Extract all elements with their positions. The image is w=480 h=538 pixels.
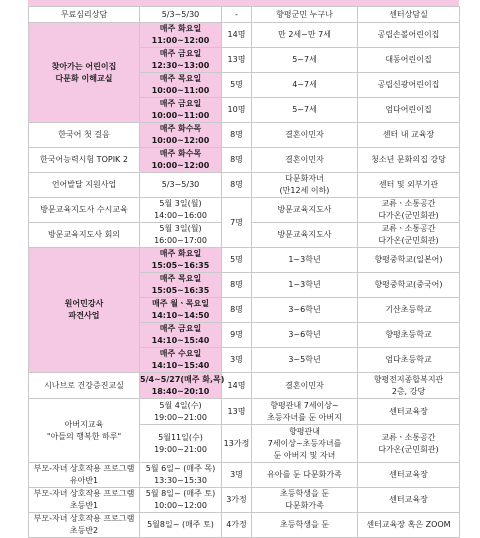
target-cell: 결혼이민자 [252, 123, 358, 148]
target-cell: 결혼이민자 [252, 148, 358, 173]
schedule-cell: 5/3~5/30 [140, 173, 222, 198]
schedule-cell: 5월8일~ (매주 토) [140, 513, 222, 538]
table-row [29, 148, 460, 173]
venue-cell: 대동어린이집 [358, 48, 460, 73]
program-cell: 한국어능력시험 TOPIK 2 [29, 148, 140, 173]
venue-cell: 청소년 문화의집 강당 [358, 148, 460, 173]
table-row [29, 399, 460, 425]
target-cell: 결혼이민자 [252, 373, 358, 399]
program-cell: 방문교육지도사 회의 [29, 223, 140, 248]
table-row [29, 7, 460, 23]
schedule-cell: 매주 월ㆍ목요일 14:10~14:50 [140, 298, 222, 323]
target-cell: 향평관내 7세이상~ 초등자녀를 둔 아버지 [252, 399, 358, 425]
program-cell: 부모-자녀 상호작용 프로그램 유아반1 [29, 463, 140, 488]
venue-cell: 향평초등학교 [358, 323, 460, 348]
venue-cell: 센터상담실 [358, 7, 460, 23]
program-cell: 부모-자녀 상호작용 프로그램 초등반2 [29, 513, 140, 538]
count-cell: 3명 [222, 348, 252, 373]
schedule-cell: 매주 화수목 10:00~12:00 [140, 148, 222, 173]
count-cell: 13명 [222, 48, 252, 73]
program-cell: 원어민강사 파견사업 [29, 248, 140, 373]
count-cell: 8명 [222, 173, 252, 198]
target-cell: 초등학생을 둔 [252, 513, 358, 538]
schedule-cell: 매주 화요일 15:05~16:35 [140, 248, 222, 273]
schedule-cell: 5월 6일~ (매주 목) 13:30~15:30 [140, 463, 222, 488]
venue-cell: 센터 내 교육장 [358, 123, 460, 148]
schedule-cell: 5월 3일(월) 16:00~17:00 [140, 223, 222, 248]
target-cell: 유아를 둔 다문화가족 [252, 463, 358, 488]
venue-cell: 교류ㆍ소통공간 다가온(군민회관) [358, 425, 460, 463]
schedule-cell: 5월11일(수) 19:00~21:00 [140, 425, 222, 463]
target-cell: 3~6학년 [252, 323, 358, 348]
venue-cell: 교류ㆍ소통공간 다가온(군민회관) [358, 198, 460, 223]
target-cell: 4~7세 [252, 73, 358, 98]
table-row [29, 373, 460, 399]
venue-cell: 기산초등학교 [358, 298, 460, 323]
schedule-cell: 매주 목요일 15:05~16:35 [140, 273, 222, 298]
table-row [29, 463, 460, 488]
count-cell: 14명 [222, 373, 252, 399]
count-cell: 8명 [222, 298, 252, 323]
program-cell: 시나브로 건강증진교실 [29, 373, 140, 399]
count-cell: 5명 [222, 248, 252, 273]
schedule-cell: 매주 목요일 10:00~11:00 [140, 73, 222, 98]
venue-cell: 공립신광어린이집 [358, 73, 460, 98]
program-cell: 한국어 첫 걸음 [29, 123, 140, 148]
venue-cell: 센터교육장 혹은 ZOOM [358, 513, 460, 538]
table-row [29, 248, 460, 273]
table-row [29, 198, 460, 223]
venue-cell: 엄다초등학교 [358, 348, 460, 373]
target-cell: 5~7세 [252, 48, 358, 73]
venue-cell: 향평중학교(중국어) [358, 273, 460, 298]
venue-cell: 공립손볼어린이집 [358, 23, 460, 48]
count-cell: 3명 [222, 463, 252, 488]
program-cell: 방문교육지도사 수시교육 [29, 198, 140, 223]
count-cell: 4가정 [222, 513, 252, 538]
table-row [29, 23, 460, 48]
schedule-cell: 5월 4일(수) 19:00~21:00 [140, 399, 222, 425]
target-cell: 향평관내 7세이상~초등자녀를 둔 아버지 및 자녀 [252, 425, 358, 463]
target-cell: 1~3학년 [252, 248, 358, 273]
program-cell: 부모-자녀 상호작용 프로그램 초등반1 [29, 488, 140, 513]
target-cell: 방문교육지도사 [252, 223, 358, 248]
schedule-cell: 매주 화수목 10:00~12:00 [140, 123, 222, 148]
count-cell: 8명 [222, 123, 252, 148]
program-cell: 아버지교육 "아들의 행복한 하루" [29, 399, 140, 463]
venue-cell: 센터교육장 [358, 488, 460, 513]
target-cell: 5~7세 [252, 98, 358, 123]
schedule-cell: 매주 수요일 14:10~15:40 [140, 348, 222, 373]
schedule-cell: 매주 금요일 14:10~15:40 [140, 323, 222, 348]
schedule-cell: 매주 화요일 11:00~12:00 [140, 23, 222, 48]
count-cell: 13가정 [222, 425, 252, 463]
target-cell: 3~5학년 [252, 348, 358, 373]
target-cell: 방문교육지도사 [252, 198, 358, 223]
count-cell: 13명 [222, 399, 252, 425]
venue-cell: 향평전지종합복지관 2층, 강당 [358, 373, 460, 399]
count-cell: 10명 [222, 98, 252, 123]
program-cell: 무료심리상담 [29, 7, 140, 23]
target-cell: 3~6학년 [252, 298, 358, 323]
count-cell: 3가정 [222, 488, 252, 513]
program-cell: 찾아가는 어린이집 다문화 이해교실 [29, 23, 140, 123]
count-cell: 9명 [222, 323, 252, 348]
program-schedule-table [28, 6, 460, 538]
venue-cell: 교류ㆍ소통공간 다가온(군민회관) [358, 223, 460, 248]
schedule-cell: 5월 8일~ (매주 토) 10:00~12:00 [140, 488, 222, 513]
count-cell: 7명 [222, 198, 252, 248]
schedule-cell: 5/3~5/30 [140, 7, 222, 23]
target-cell: 만 2세~만 7세 [252, 23, 358, 48]
target-cell: 초등학생을 둔 다문화가족 [252, 488, 358, 513]
count-cell: 8명 [222, 148, 252, 173]
venue-cell: 향평중학교(일본어) [358, 248, 460, 273]
program-cell: 언어발달 지원사업 [29, 173, 140, 198]
table-row [29, 173, 460, 198]
schedule-cell: 매주 금요일 12:30~13:00 [140, 48, 222, 73]
schedule-cell: 5/4~5/27(매주 화,목) 18:40~20:10 [140, 373, 222, 399]
schedule-cell: 5월 3일(월) 14:00~16:00 [140, 198, 222, 223]
count-cell: 8명 [222, 273, 252, 298]
venue-cell: 센터 및 외부기관 [358, 173, 460, 198]
table-row [29, 123, 460, 148]
count-cell: 5명 [222, 73, 252, 98]
table-row [29, 488, 460, 513]
target-cell: 향평군민 누구나 [252, 7, 358, 23]
venue-cell: 센터교육장 [358, 463, 460, 488]
count-cell: - [222, 7, 252, 23]
count-cell: 14명 [222, 23, 252, 48]
target-cell: 1~3학년 [252, 273, 358, 298]
schedule-cell: 매주 금요일 10:00~11:00 [140, 98, 222, 123]
venue-cell: 엄다어린이집 [358, 98, 460, 123]
target-cell: 다문화자녀 (만12세 이하) [252, 173, 358, 198]
table-row [29, 513, 460, 538]
venue-cell: 센터교육장 [358, 399, 460, 425]
